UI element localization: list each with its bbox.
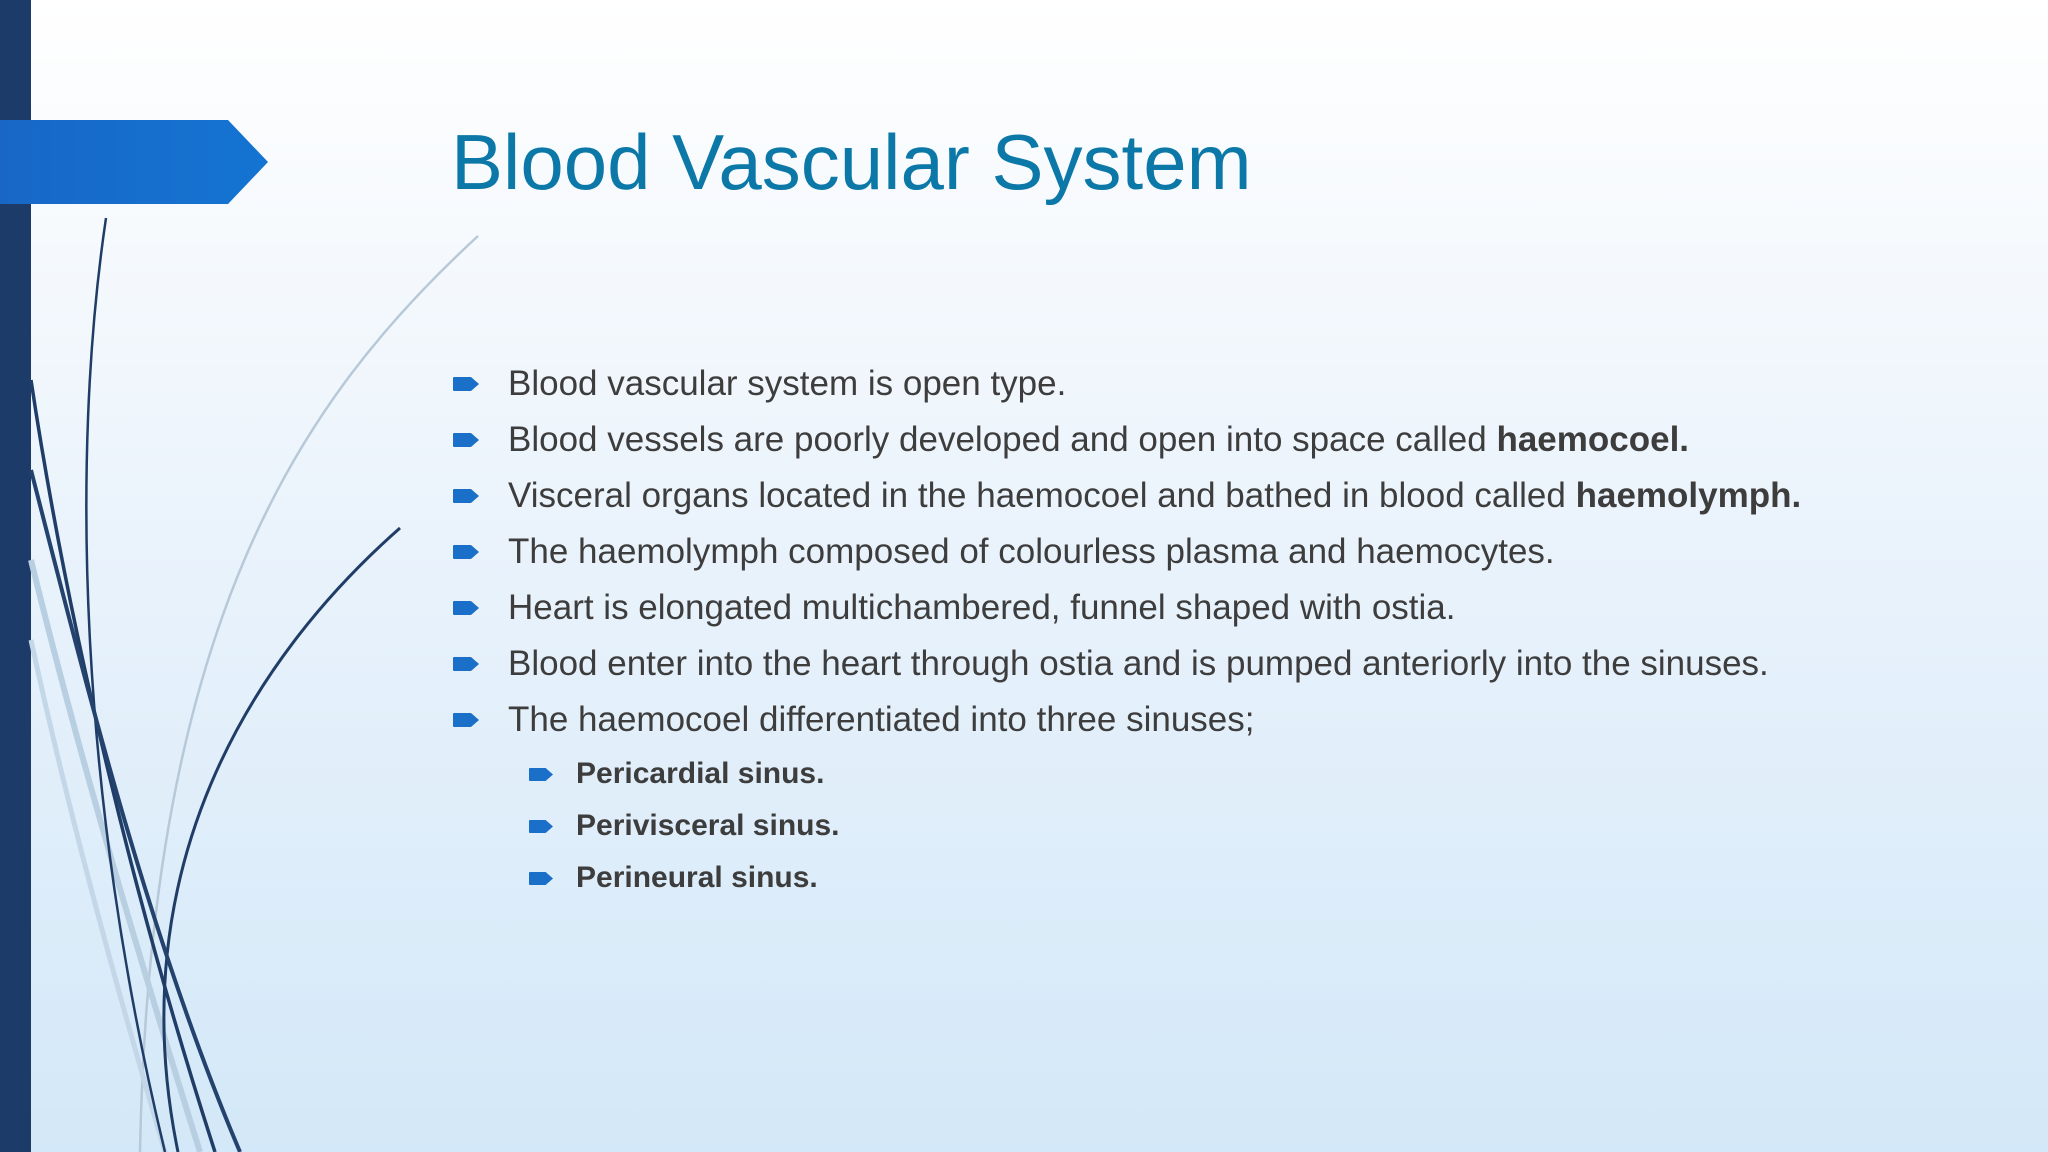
bullet-list [451,356,1801,904]
slide-title: Blood Vascular System [451,118,1252,206]
bullet-text: The haemocoel differentiated into three sinuses; [508,700,1255,739]
arrow-right-icon [529,767,553,782]
bullet-item [451,356,1801,412]
curve-light-1 [140,236,478,1152]
bullet-text: Heart is elongated multichambered, funnel shaped with ostia. [508,588,1456,627]
sub-bullet-item [451,748,1801,800]
arrow-right-icon [453,712,479,728]
arrow-right-icon [453,432,479,448]
bullet-item [451,412,1801,468]
title-banner-arrow [0,120,268,204]
bullet-item [451,468,1801,524]
curve-light-2 [31,560,200,1152]
bullet-item [451,524,1801,580]
bullet-text: Blood vessels are poorly developed and open into space called [508,420,1497,459]
bullet-text: Blood enter into the heart through ostia and is pumped anteriorly into the sinuses. [508,644,1769,683]
arrow-right-icon [453,488,479,504]
sub-bullet-text: Pericardial sinus. [576,757,825,790]
arrow-right-icon [453,656,479,672]
arrow-right-icon [453,544,479,560]
bullet-text: Visceral organs located in the haemocoel and bathed in blood called [508,476,1576,515]
sub-bullet-item [451,852,1801,904]
arrow-right-icon [453,376,479,392]
bullet-item [451,580,1801,636]
curve-dark-3 [164,528,400,1152]
bullet-term: haemolymph. [1575,476,1802,515]
curve-light-3 [31,640,165,1152]
sub-bullet-text: Perineural sinus. [576,861,818,894]
bullet-item [451,636,1801,692]
bullet-text: Blood vascular system is open type. [508,364,1067,403]
bullet-text: The haemolymph composed of colourless plasma and haemocytes. [508,532,1555,571]
arrow-right-icon [529,871,553,886]
bullet-item [451,692,1801,748]
bullet-term: haemocoel. [1496,420,1690,459]
arrow-right-icon [453,600,479,616]
arrow-right-icon [529,819,553,834]
sub-bullet-text: Perivisceral sinus. [576,809,840,842]
sub-bullet-item [451,800,1801,852]
